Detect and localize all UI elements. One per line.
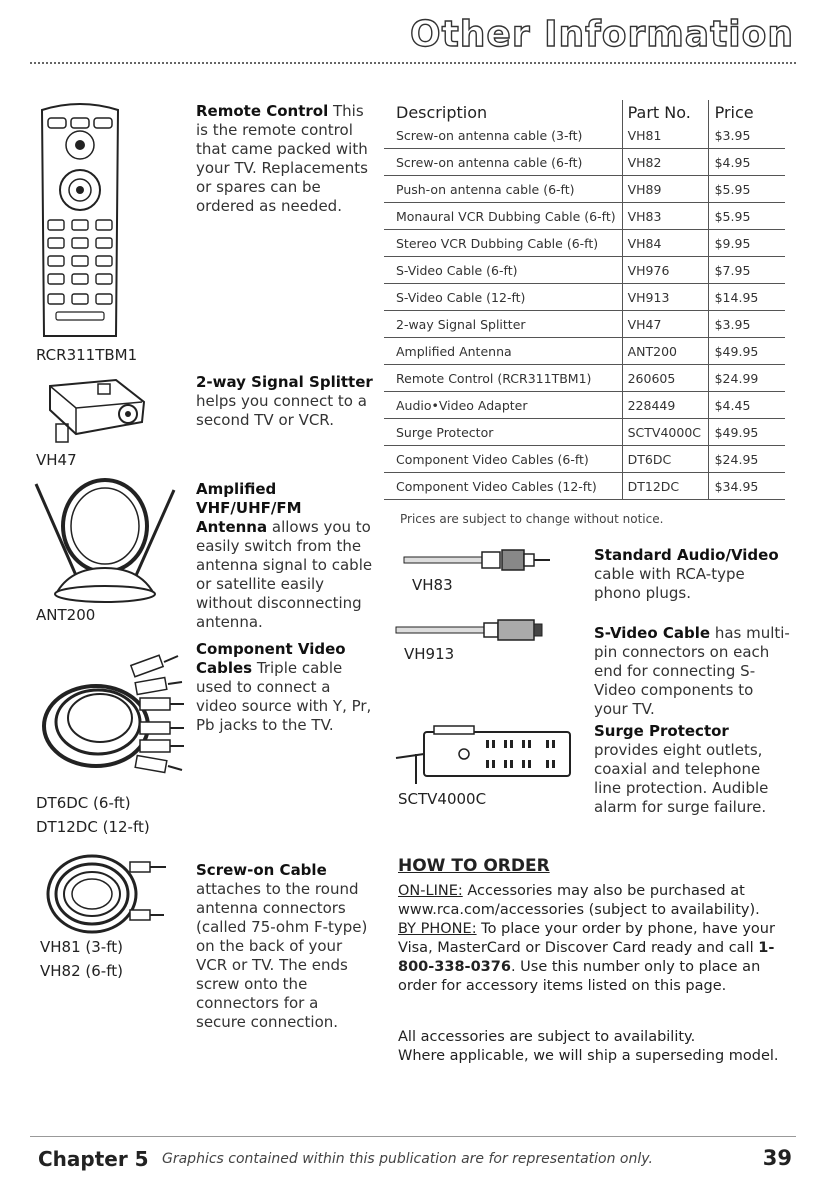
- table-row: Component Video Cables (6-ft) DT6DC $24.95: [384, 446, 785, 473]
- antenna-image: [30, 476, 180, 606]
- table-row: Push-on antenna cable (6-ft) VH89 $5.95: [384, 176, 785, 203]
- s-video-cable-image: [396, 618, 546, 642]
- footer-chapter: Chapter 5: [38, 1147, 149, 1171]
- table-row: S-Video Cable (12-ft) VH913 $14.95: [384, 284, 785, 311]
- header-divider: [30, 62, 796, 64]
- component-cable-label-6ft: DT6DC (6-ft): [36, 794, 131, 812]
- component-cables-image: [36, 640, 186, 782]
- column-header-description: Description: [396, 102, 488, 122]
- price-note: Prices are subject to change without notice.: [400, 512, 664, 526]
- antenna-description: Amplified VHF/UHF/FM Antenna allows you to easily switch from the antenna signal to cable or satellite easily without disconnecting antenna.: [196, 480, 373, 631]
- order-online-paragraph: ON-LINE: Accessories may also be purchased at www.rca.com/accessories (subject to availability).: [398, 883, 760, 918]
- av-cable-image: [404, 548, 564, 572]
- page-title: Other Information: [409, 14, 794, 55]
- av-cable-description: Standard Audio/Video cable with RCA-type phono plugs.: [594, 546, 779, 602]
- superseding-note: Where applicable, we will ship a superseding model.: [398, 1048, 779, 1064]
- splitter-label: VH47: [36, 451, 77, 469]
- surge-protector-description: Surge Protector provides eight outlets, coaxial and telephone line protection. Audible alarm for surge failure.: [594, 722, 769, 816]
- remote-label: RCR311TBM1: [36, 346, 138, 364]
- table-row: Remote Control (RCR311TBM1) 260605 $24.99: [384, 365, 785, 392]
- table-row: Screw-on antenna cable (6-ft) VH82 $4.95: [384, 149, 785, 176]
- screw-on-label-6ft: VH82 (6-ft): [40, 962, 123, 980]
- page-number: 39: [762, 1146, 792, 1170]
- table-row: Audio•Video Adapter 228449 $4.45: [384, 392, 785, 419]
- screw-on-label-3ft: VH81 (3-ft): [40, 938, 123, 956]
- table-row: Component Video Cables (12-ft) DT12DC $34.95: [384, 473, 785, 500]
- surge-protector-image: [396, 724, 576, 794]
- component-cables-description: Component Video Cables Triple cable used to connect a video source with Y, Pr, Pb jacks to the TV.: [196, 640, 372, 734]
- order-phone-number: 1-800-338-0376: [398, 940, 775, 975]
- footer-note: Graphics contained within this publication are for representation only.: [162, 1151, 653, 1167]
- splitter-image: [36, 374, 156, 444]
- table-row: Stereo VCR Dubbing Cable (6-ft) VH84 $9.95: [384, 230, 785, 257]
- screw-on-cable-description: Screw-on Cable attaches to the round antenna connectors (called 75-ohm F-type) on the back of your VCR or TV. The ends screw onto the connectors for a secure connection.: [196, 861, 368, 1031]
- surge-protector-label: SCTV4000C: [398, 790, 487, 808]
- how-to-order-heading: HOW TO ORDER: [398, 856, 550, 876]
- table-row: 2-way Signal Splitter VH47 $3.95: [384, 311, 785, 338]
- column-header-price: Price: [708, 100, 785, 122]
- footer-divider: [30, 1136, 796, 1137]
- remote-control-image: [36, 100, 124, 344]
- s-video-cable-label: VH913: [404, 645, 455, 663]
- antenna-label: ANT200: [36, 606, 96, 624]
- table-row: Amplified Antenna ANT200 $49.95: [384, 338, 785, 365]
- remote-description: Remote Control This is the remote control that came packed with your TV. Replacements or spares can be ordered as needed.: [196, 102, 368, 215]
- screw-on-cable-image: [40, 848, 170, 938]
- s-video-description: S-Video Cable has multi-pin connectors on each end for connecting S-Video components to your TV.: [594, 624, 790, 718]
- table-header-row: [384, 100, 785, 122]
- table-row: Screw-on antenna cable (3-ft) VH81 $3.95: [384, 122, 785, 149]
- order-phone-paragraph: BY PHONE: To place your order by phone, have your Visa, MasterCard or Discover Card ready and call 1-800-338-0376. Use this number only to place an order for accessory items listed on this page.: [398, 921, 775, 994]
- table-row: Surge Protector SCTV4000C $49.95: [384, 419, 785, 446]
- table-row: Monaural VCR Dubbing Cable (6-ft) VH83 $5.95: [384, 203, 785, 230]
- column-header-part-no: Part No.: [622, 100, 708, 122]
- component-cable-label-12ft: DT12DC (12-ft): [36, 818, 150, 836]
- accessories-table: [384, 100, 785, 500]
- av-cable-label: VH83: [412, 576, 453, 594]
- table-row: S-Video Cable (6-ft) VH976 $7.95: [384, 257, 785, 284]
- splitter-description: 2-way Signal Splitter helps you connect to a second TV or VCR.: [196, 373, 373, 429]
- availability-note: All accessories are subject to availability.: [398, 1029, 696, 1045]
